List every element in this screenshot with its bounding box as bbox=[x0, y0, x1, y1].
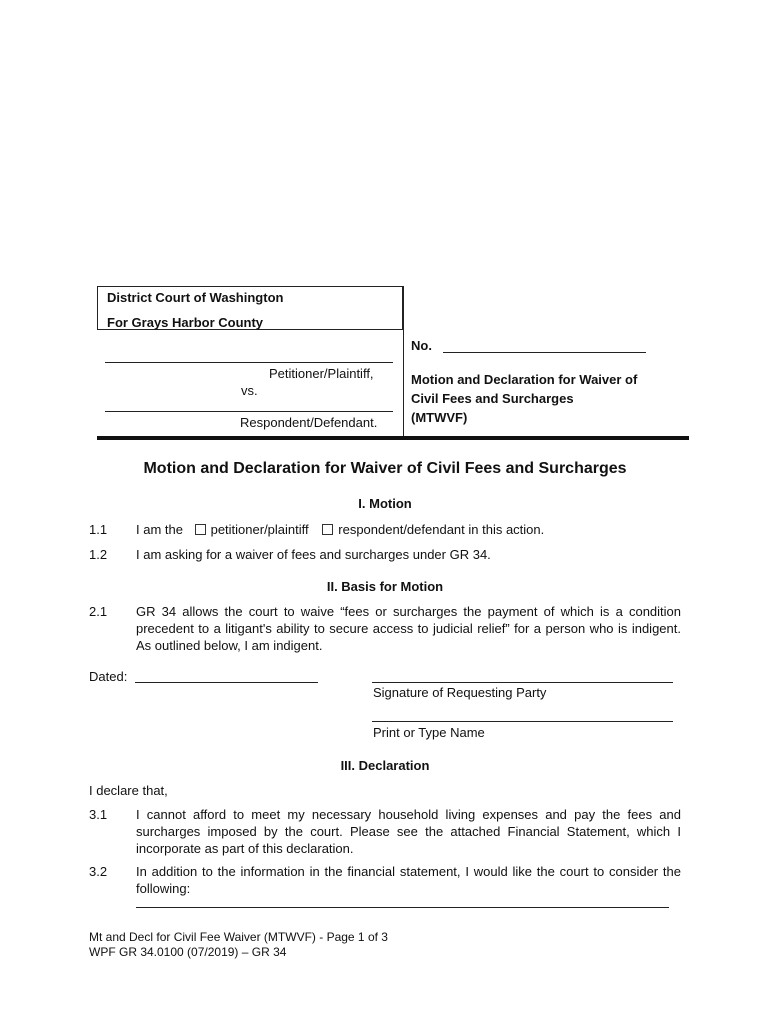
footer-form-name: Mt and Decl for Civil Fee Waiver (MTWVF) - Page 1 of 3 bbox=[89, 930, 388, 944]
section-3-heading: III. Declaration bbox=[340, 758, 430, 773]
form-title-line2: Civil Fees and Surcharges bbox=[411, 391, 574, 406]
respondent-option-label: respondent/defendant in this action. bbox=[338, 522, 545, 537]
court-name: District Court of Washington bbox=[107, 290, 284, 305]
form-title-line1: Motion and Declaration for Waiver of bbox=[411, 372, 638, 387]
case-number-label: No. bbox=[411, 338, 432, 353]
item-3-2-text: In addition to the information in the financial statement, I would like the court to consider the following: bbox=[136, 864, 681, 896]
section-1-heading: I. Motion bbox=[358, 496, 412, 511]
caption-rule bbox=[97, 436, 689, 440]
item-2-1-text: GR 34 allows the court to waive “fees or surcharges the payment of which is a condition precedent to a litigant's ability to secure access to judicial relief” for a person who is indigent. As outlined below, I am indigent. bbox=[136, 604, 681, 653]
date-field[interactable] bbox=[135, 682, 318, 683]
item-1-1-prefix: I am the bbox=[136, 522, 183, 537]
printed-name-line[interactable] bbox=[372, 721, 673, 722]
item-1-1 bbox=[136, 521, 544, 538]
respondent-label: Respondent/Defendant. bbox=[240, 415, 378, 430]
petitioner-name-line[interactable] bbox=[105, 362, 393, 363]
respondent-name-line[interactable] bbox=[105, 411, 393, 412]
petitioner-option[interactable] bbox=[195, 522, 309, 537]
declaration-intro: I declare that, bbox=[89, 783, 168, 798]
consideration-input-line[interactable] bbox=[136, 907, 669, 908]
signature-line[interactable] bbox=[372, 682, 673, 683]
caption-divider bbox=[403, 286, 404, 436]
item-3-1-text: I cannot afford to meet my necessary household living expenses and pay the fees and surcharges imposed by the court. Please see the attached Financial Statement, which I incorporate as part of this declaration. bbox=[136, 807, 681, 856]
form-title-line3: (MTWVF) bbox=[411, 410, 468, 425]
petitioner-checkbox[interactable] bbox=[195, 524, 206, 535]
petitioner-label: Petitioner/Plaintiff, bbox=[269, 366, 374, 381]
respondent-option[interactable] bbox=[322, 522, 544, 537]
vs-label: vs. bbox=[241, 383, 258, 398]
footer-form-code: WPF GR 34.0100 (07/2019) – GR 34 bbox=[89, 945, 287, 959]
respondent-checkbox[interactable] bbox=[322, 524, 333, 535]
section-2-heading: II. Basis for Motion bbox=[326, 579, 444, 594]
item-3-1-number: 3.1 bbox=[89, 807, 108, 822]
item-1-2-text: I am asking for a waiver of fees and surcharges under GR 34. bbox=[136, 547, 491, 562]
dated-label: Dated: bbox=[89, 669, 128, 684]
case-number-field[interactable] bbox=[443, 352, 646, 353]
petitioner-option-label: petitioner/plaintiff bbox=[210, 522, 309, 537]
item-3-2-number: 3.2 bbox=[89, 864, 108, 879]
page-title: Motion and Declaration for Waiver of Civil Fees and Surcharges bbox=[143, 460, 627, 477]
print-name-label: Print or Type Name bbox=[373, 725, 485, 740]
item-1-1-number: 1.1 bbox=[89, 522, 108, 537]
signature-label: Signature of Requesting Party bbox=[373, 685, 547, 700]
court-county: For Grays Harbor County bbox=[107, 315, 264, 330]
item-1-2-number: 1.2 bbox=[89, 547, 108, 562]
item-2-1-number: 2.1 bbox=[89, 604, 108, 619]
